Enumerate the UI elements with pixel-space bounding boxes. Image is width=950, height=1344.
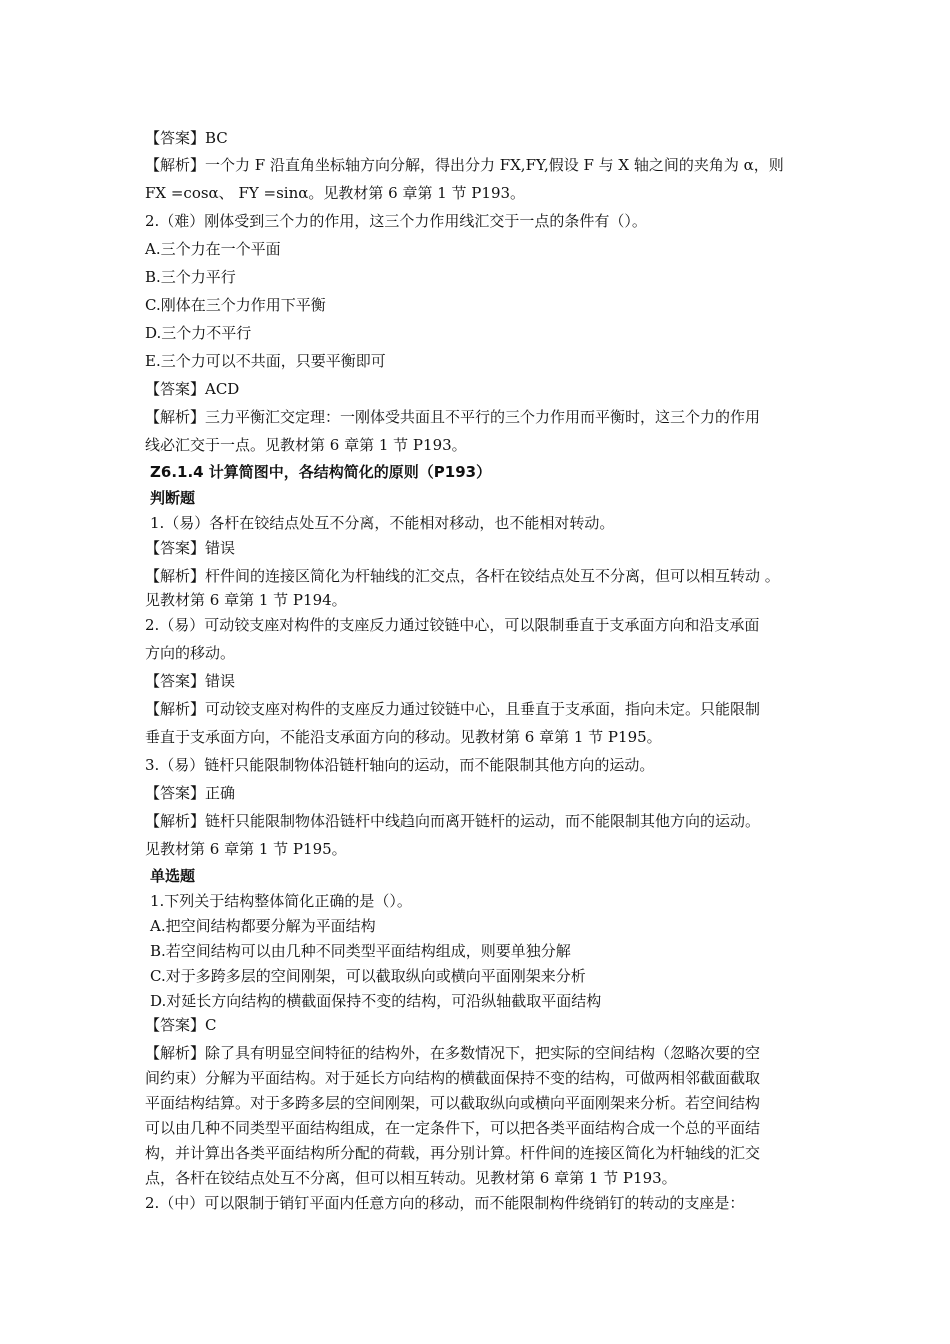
answer-line: 【答案】ACD — [145, 380, 240, 398]
question-line: 1.（易）各杆在铰结点处互不分离，不能相对移动，也不能相对转动。 — [150, 514, 615, 532]
option-line: A.把空间结构都要分解为平面结构 — [150, 917, 376, 935]
analysis-line: 见教材第 6 章第 1 节 P195。 — [145, 840, 347, 858]
analysis-line: 可以由几种不同类型平面结构组成，在一定条件下，可以把各类平面结构合成一个总的平面结 — [145, 1119, 761, 1137]
analysis-line: 线必汇交于一点。见教材第 6 章第 1 节 P193。 — [145, 436, 467, 454]
analysis-line: 【解析】除了具有明显空间特征的结构外，在多数情况下，把实际的空间结构（忽略次要的空 — [145, 1044, 761, 1062]
question-line: 2.（中）可以限制于销钉平面内任意方向的移动，而不能限制构件绕销钉的转动的支座是： — [145, 1194, 745, 1212]
option-line: C.刚体在三个力作用下平衡 — [145, 296, 326, 314]
option-line: D.三个力不平行 — [145, 324, 252, 342]
analysis-line: 间约束）分解为平面结构。对于延长方向结构的横截面保持不变的结构，可做两相邻截面截取 — [145, 1069, 761, 1087]
answer-line: 【答案】错误 — [145, 539, 236, 557]
question-line: 1.下列关于结构整体简化正确的是（）。 — [150, 892, 412, 910]
answer-line: 【答案】BC — [145, 129, 228, 147]
question-line: 2.（易）可动铰支座对构件的支座反力通过铰链中心，可以限制垂直于支承面方向和沿支承面 — [145, 616, 760, 634]
question-line: 方向的移动。 — [145, 644, 236, 662]
answer-line: 【答案】错误 — [145, 672, 236, 690]
option-line: B.三个力平行 — [145, 268, 236, 286]
analysis-line: 【解析】一个力 F 沿直角坐标轴方向分解，得出分力 FX,FY,假设 F 与 X 轴之间的夹角为 α，则 — [145, 156, 784, 174]
option-line: A.三个力在一个平面 — [145, 240, 281, 258]
analysis-line: 【解析】链杆只能限制物体沿链杆中线趋向而离开链杆的运动，而不能限制其他方向的运动。 — [145, 812, 761, 830]
analysis-line: 构，并计算出各类平面结构所分配的荷载，再分别计算。杆件间的连接区简化为杆轴线的汇交 — [145, 1144, 761, 1162]
option-line: E.三个力可以不共面，只要平衡即可 — [145, 352, 386, 370]
answer-line: 【答案】正确 — [145, 784, 236, 802]
analysis-line: 垂直于支承面方向，不能沿支承面方向的移动。见教材第 6 章第 1 节 P195。 — [145, 728, 662, 746]
analysis-line: 点，各杆在铰结点处互不分离，但可以相互转动。见教材第 6 章第 1 节 P193。 — [145, 1169, 677, 1187]
analysis-line: 见教材第 6 章第 1 节 P194。 — [145, 591, 347, 609]
question-line: 3.（易）链杆只能限制物体沿链杆轴向的运动，而不能限制其他方向的运动。 — [145, 756, 655, 774]
question-line: 2.（难）刚体受到三个力的作用，这三个力作用线汇交于一点的条件有（）。 — [145, 212, 647, 230]
analysis-line: 【解析】杆件间的连接区简化为杆轴线的汇交点，各杆在铰结点处互不分离，但可以相互转动 。 — [145, 567, 780, 585]
analysis-line: 【解析】三力平衡汇交定理：一刚体受共面且不平行的三个力作用而平衡时，这三个力的作用 — [145, 408, 761, 426]
option-line: B.若空间结构可以由几种不同类型平面结构组成，则要单独分解 — [150, 942, 571, 960]
option-line: C.对于多跨多层的空间刚架，可以截取纵向或横向平面刚架来分析 — [150, 967, 586, 985]
analysis-line: 【解析】可动铰支座对构件的支座反力通过铰链中心，且垂直于支承面，指向未定。只能限制 — [145, 700, 761, 718]
answer-line: 【答案】C — [145, 1016, 217, 1034]
analysis-line: FX =cosα、 FY =sinα。见教材第 6 章第 1 节 P193。 — [145, 184, 526, 202]
option-line: D.对延长方向结构的横截面保持不变的结构，可沿纵轴截取平面结构 — [150, 992, 602, 1010]
analysis-line: 平面结构结算。对于多跨多层的空间刚架，可以截取纵向或横向平面刚架来分析。若空间结构 — [145, 1094, 761, 1112]
subsection-heading: 单选题 — [150, 867, 196, 885]
section-heading: Z6.1.4 计算简图中，各结构简化的原则（P193） — [150, 463, 492, 481]
subsection-heading: 判断题 — [150, 489, 196, 507]
